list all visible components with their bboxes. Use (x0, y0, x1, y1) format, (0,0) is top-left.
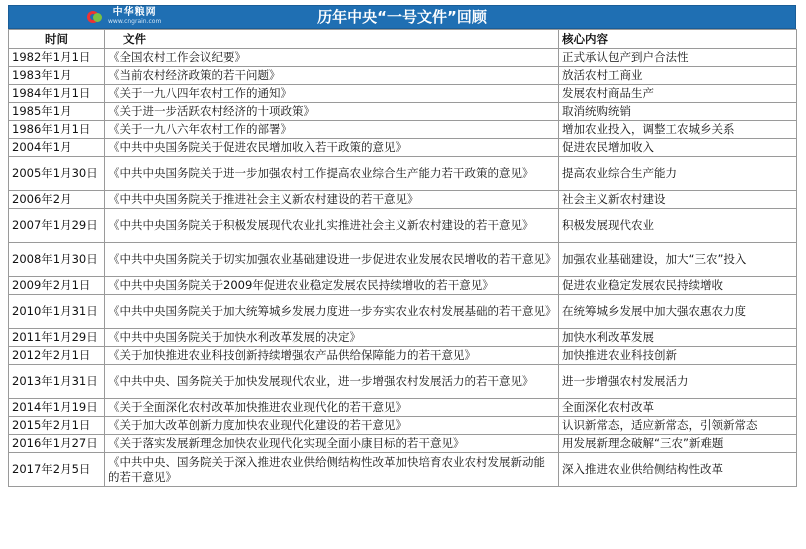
row-core-content: 加强农业基础建设，加大“三农”投入 (559, 243, 797, 277)
row-document: 《中共中央、国务院关于加快发展现代农业，进一步增强农村发展活力的若干意见》 (105, 365, 559, 399)
row-time: 2004年1月 (9, 139, 105, 157)
row-time: 2008年1月30日 (9, 243, 105, 277)
row-time: 2014年1月19日 (9, 399, 105, 417)
row-document: 《关于一九八四年农村工作的通知》 (105, 85, 559, 103)
row-core-content: 积极发展现代农业 (559, 209, 797, 243)
table-row (9, 243, 797, 277)
row-time: 2010年1月31日 (9, 295, 105, 329)
row-core-content: 加快水利改革发展 (559, 329, 797, 347)
table-row (9, 417, 797, 435)
row-document: 《中共中央国务院关于2009年促进农业稳定发展农民持续增收的若干意见》 (105, 277, 559, 295)
column-header-time: 时间 (9, 30, 105, 49)
logo-url: www.cngrain.com (108, 18, 162, 25)
logo-icon (87, 9, 105, 25)
row-core-content: 发展农村商品生产 (559, 85, 797, 103)
row-document: 《中共中央国务院关于推进社会主义新农村建设的若干意见》 (105, 191, 559, 209)
row-time: 2015年2月1日 (9, 417, 105, 435)
table-row (9, 277, 797, 295)
row-core-content: 用发展新理念破解“三农”新难题 (559, 435, 797, 453)
row-time: 2011年1月29日 (9, 329, 105, 347)
table-row (9, 191, 797, 209)
table-row (9, 329, 797, 347)
table-row (9, 85, 797, 103)
table-row (9, 139, 797, 157)
row-time: 2007年1月29日 (9, 209, 105, 243)
row-core-content: 促进农业稳定发展农民持续增收 (559, 277, 797, 295)
row-core-content: 在统筹城乡发展中加大强农惠农力度 (559, 295, 797, 329)
row-document: 《中共中央国务院关于加快水利改革发展的决定》 (105, 329, 559, 347)
table-body (9, 49, 797, 487)
row-time: 2017年2月5日 (9, 453, 105, 487)
row-document: 《关于一九八六年农村工作的部署》 (105, 121, 559, 139)
row-time: 2016年1月27日 (9, 435, 105, 453)
row-time: 2013年1月31日 (9, 365, 105, 399)
column-header-core-content: 核心内容 (559, 30, 797, 49)
row-time: 2005年1月30日 (9, 157, 105, 191)
row-core-content: 增加农业投入，调整工农城乡关系 (559, 121, 797, 139)
row-time: 2009年2月1日 (9, 277, 105, 295)
row-time: 1983年1月 (9, 67, 105, 85)
table-row (9, 435, 797, 453)
row-time: 2012年2月1日 (9, 347, 105, 365)
table-row (9, 121, 797, 139)
row-document: 《关于全面深化农村改革加快推进农业现代化的若干意见》 (105, 399, 559, 417)
table-row (9, 49, 797, 67)
row-document: 《关于落实发展新理念加快农业现代化实现全面小康目标的若干意见》 (105, 435, 559, 453)
row-time: 1984年1月1日 (9, 85, 105, 103)
table-row (9, 295, 797, 329)
row-core-content: 社会主义新农村建设 (559, 191, 797, 209)
row-core-content: 促进农民增加收入 (559, 139, 797, 157)
row-document: 《中共中央、国务院关于深入推进农业供给侧结构性改革加快培育农业农村发展新动能的若干意见》 (105, 453, 559, 487)
column-header-document: 文件 (105, 30, 559, 49)
row-core-content: 放活农村工商业 (559, 67, 797, 85)
row-document: 《全国农村工作会议纪要》 (105, 49, 559, 67)
documents-table (8, 29, 797, 487)
row-core-content: 进一步增强农村发展活力 (559, 365, 797, 399)
logo-name: 中华粮网 (112, 7, 157, 18)
table-row (9, 399, 797, 417)
table-row (9, 103, 797, 121)
row-time: 1986年1月1日 (9, 121, 105, 139)
table-title: 历年中央“一号文件”回顾 (317, 8, 487, 26)
row-time: 2006年2月 (9, 191, 105, 209)
row-document: 《中共中央国务院关于进一步加强农村工作提高农业综合生产能力若干政策的意见》 (105, 157, 559, 191)
row-document: 《中共中央国务院关于促进农民增加收入若干政策的意见》 (105, 139, 559, 157)
row-document: 《中共中央国务院关于切实加强农业基础建设进一步促进农业发展农民增收的若干意见》 (105, 243, 559, 277)
row-time: 1982年1月1日 (9, 49, 105, 67)
site-logo (87, 7, 161, 27)
row-core-content: 正式承认包产到户合法性 (559, 49, 797, 67)
row-core-content: 认识新常态，适应新常态，引领新常态 (559, 417, 797, 435)
table-title-bar (8, 5, 796, 29)
row-core-content: 取消统购统销 (559, 103, 797, 121)
row-time: 1985年1月 (9, 103, 105, 121)
row-core-content: 提高农业综合生产能力 (559, 157, 797, 191)
row-document: 《关于进一步活跃农村经济的十项政策》 (105, 103, 559, 121)
table-row (9, 347, 797, 365)
table-row (9, 453, 797, 487)
table-row (9, 209, 797, 243)
row-document: 《关于加大改革创新力度加快农业现代化建设的若干意见》 (105, 417, 559, 435)
row-core-content: 全面深化农村改革 (559, 399, 797, 417)
row-core-content: 加快推进农业科技创新 (559, 347, 797, 365)
table-row (9, 157, 797, 191)
row-document: 《中共中央国务院关于加大统筹城乡发展力度进一步夯实农业农村发展基础的若干意见》 (105, 295, 559, 329)
row-core-content: 深入推进农业供给侧结构性改革 (559, 453, 797, 487)
row-document: 《当前农村经济政策的若干问题》 (105, 67, 559, 85)
table-row (9, 67, 797, 85)
row-document: 《关于加快推进农业科技创新持续增强农产品供给保障能力的若干意见》 (105, 347, 559, 365)
table-row (9, 365, 797, 399)
review-table-container (8, 5, 796, 487)
row-document: 《中共中央国务院关于积极发展现代农业扎实推进社会主义新农村建设的若干意见》 (105, 209, 559, 243)
